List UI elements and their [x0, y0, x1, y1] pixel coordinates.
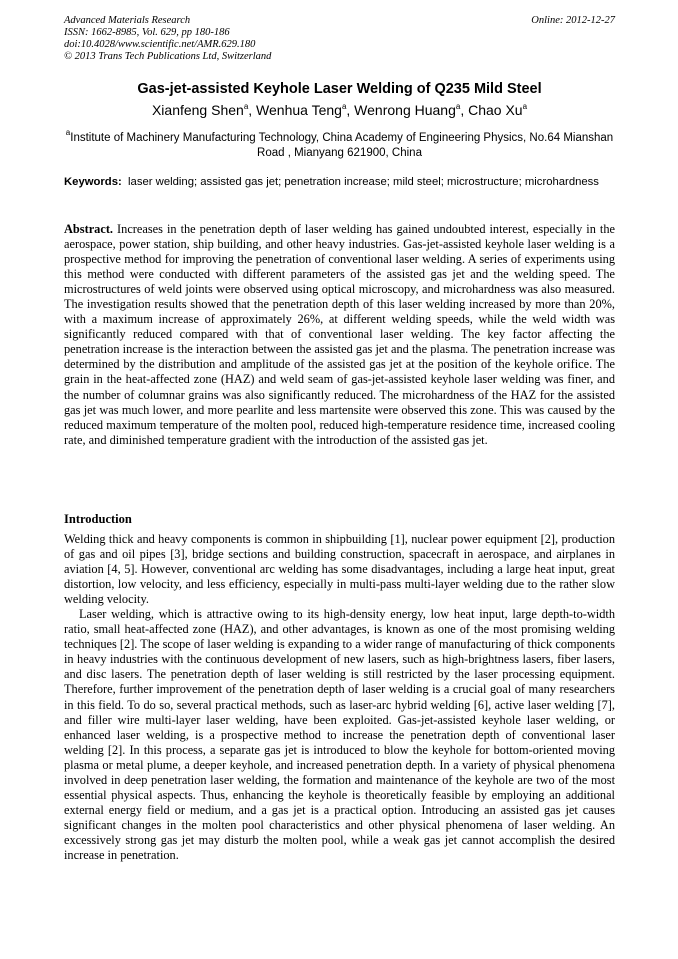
section-heading-introduction: Introduction	[64, 512, 132, 526]
affiliation	[64, 128, 615, 161]
paragraph: Laser welding, which is attractive owing to its high-density energy, low heat input, large depth-to-width ratio, small heat-affected zone (HAZ), and other advantages, is known as one of the most promising welding techniques [2]. The scope of laser welding is expanding to a wider range of manufacturing of thick components in heavy industries with the continuous development of new lasers, such as high-brightness lasers, fiber lasers, and disc lasers. The penetration depth of laser welding is still restricted by the laser processing equipment. Therefore, further improvement of the penetration depth of laser welding is a crucial goal of many researchers in this field. To do so, several practical methods, such as laser-arc hybrid welding [6], active laser welding [7], and filler wire multi-layer laser welding, have been exploited. Gas-jet-assisted keyhole laser welding, or enhanced laser welding, is a prospective method to increase the penetration depth of conventional laser welding [2]. In this process, a separate gas jet is introduced to blow the keyhole for bottom-oriented moving plasma or metal plume, a deeper keyhole, and increased penetration depth. In a variety of physical phenomena involved in deep penetration laser welding, the formation and maintenance of the keyhole are two of the most essential physical aspects. Thus, enhancing the keyhole is theoretically feasible by employing an additional external energy field or medium, and a gas jet is a practical option. Introducing an assisted gas jet causes significant changes in the molten pool characteristics and other physical phenomena of laser welding. An excessively strong gas jet may disturb the molten pool, while a weak gas jet cannot accomplish the desired increase in penetration.	[64, 607, 615, 862]
author-sup: a	[243, 102, 249, 111]
author-name: Xianfeng Shen	[151, 102, 244, 118]
paper-title: Gas-jet-assisted Keyhole Laser Welding of Q235 Mild Steel	[137, 81, 542, 97]
author-sup: a	[522, 102, 528, 111]
keywords-text: laser welding; assisted gas jet; penetration increase; mild steel; microstructure; microhardness	[128, 176, 599, 188]
abstract	[64, 222, 615, 448]
author-sup: a	[455, 102, 461, 111]
author-name: Wenrong Huang	[354, 102, 456, 118]
paragraph: Welding thick and heavy components is common in shipbuilding [1], nuclear power equipment [2], production of gas and oil pipes [3], bridge sections and building construction, spacecraft in aerospace, and airplanes in aviation [4, 5]. However, conventional arc welding has some disadvantages, including a large heat input, great distortion, low velocity, and less efficiency, especially in multi-pass multi-layer welding due to the rather slow welding velocity.	[64, 532, 615, 607]
journal-name: Advanced Materials Research	[64, 15, 191, 26]
author-name: Wenhua Teng	[256, 102, 342, 118]
author-name: Chao Xu	[468, 102, 523, 118]
abstract-text: Increases in the penetration depth of laser welding has gained undoubted interest, especially in the aerospace, power station, ship building, and other heavy industries. Gas-jet-assisted keyhole laser welding is a prospective method for improving the penetration of conventional laser welding. A series of experiments using this method were conducted with different parameters of the assisted gas jet and the welding speed. The microstructures of weld joints were observed using optical microscopy, and microhardness was also measured. The investigation results showed that the penetration depth of this laser welding increased by more than 20%, with a maximum increase of approximately 26%, at different welding speeds, while the weld width was significantly reduced compared with that of conventional laser welding. The key factor affecting the penetration increase is the interaction between the assisted gas jet and the plasma. The penetration increase was determined by the distribution and amplitude of the assisted gas jet at the position of the keyhole orifice. The grain in the heat-affected zone (HAZ) and weld seam of gas-jet-assisted keyhole laser welding was finer, and the number of columnar grains was also significantly reduced. The microhardness of the HAZ for the assisted gas jet was much lower, and more pearlite and less martensite were observed this zone. This was caused by the reduced maximum temperature of the molten pool, reduced high-temperature residence time, increased cooling rate, and diminished temperature gradient with the introduction of the assisted gas jet.	[64, 222, 615, 447]
introduction-body	[64, 532, 615, 863]
journal-header	[64, 15, 615, 63]
author-sup: a	[341, 102, 347, 111]
abstract-label: Abstract.	[64, 222, 114, 236]
keywords-label: Keywords:	[64, 176, 122, 188]
issn-line: ISSN: 1662-8985, Vol. 629, pp 180-186	[64, 27, 230, 38]
keywords	[64, 175, 615, 189]
affiliation-sup: a	[65, 128, 71, 137]
copyright-line: © 2013 Trans Tech Publications Ltd, Switzerland	[64, 51, 272, 62]
author-list: Xianfeng Shen$^a$, Wenhua Teng$^a$, Wenrong Huang$^a$, Chao Xu$^a$	[151, 102, 528, 118]
online-date: Online: 2012-12-27	[531, 15, 615, 26]
doi-line: doi:10.4028/www.scientific.net/AMR.629.180	[64, 39, 256, 50]
affiliation-text: Institute of Machinery Manufacturing Technology, China Academy of Engineering Physics, No.64 Mianshan Road , Mianyang 621900, China	[70, 132, 614, 159]
